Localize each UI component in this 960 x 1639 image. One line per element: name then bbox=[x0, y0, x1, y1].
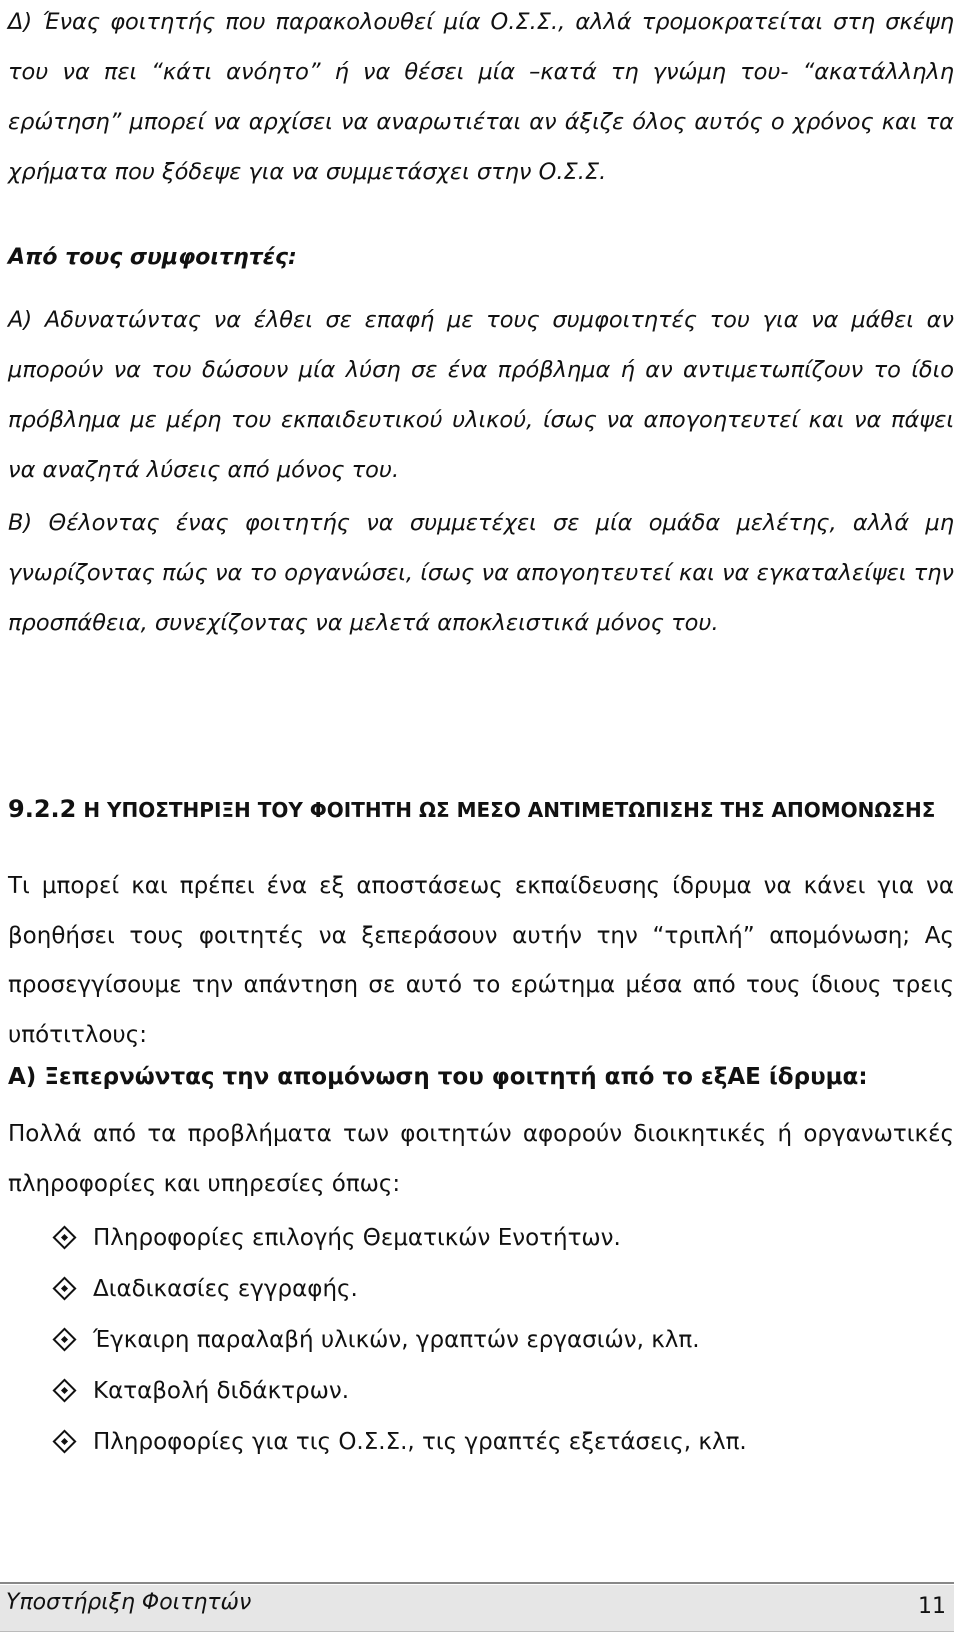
page-number: 11 bbox=[918, 1594, 946, 1619]
footer-title: Υποστήριξη Φοιτητών bbox=[6, 1590, 252, 1615]
list-item-text: Πληροφορίες για τις Ο.Σ.Σ., τις γραπτές εξετάσεις, κλπ. bbox=[93, 1428, 747, 1455]
list-item-text: Έγκαιρη παραλαβή υλικών, γραπτών εργασιών, κλπ. bbox=[93, 1326, 700, 1353]
paragraph-problems: Πολλά από τα προβλήματα των φοιτητών αφορούν διοικητικές ή οργανωτικές πληροφορίες και υπηρεσίες όπως: bbox=[8, 1121, 954, 1197]
list-item bbox=[52, 1212, 747, 1263]
paragraph-intro: Τι μπορεί και πρέπει ένα εξ αποστάσεως εκπαίδευσης ίδρυμα να κάνει για να βοηθήσει τους φοιτητές να ξεπεράσουν αυτήν την “τριπλή” απομόνωση; Ας προσεγγίσουμε την απάντηση σε αυτό το ερώτημα μέσα από τους ίδιους τρεις υπότιτλους: bbox=[8, 873, 954, 1048]
diamond-bullet-icon bbox=[52, 1327, 76, 1351]
heading-from-classmates: Από τους συμφοιτητές: bbox=[8, 245, 297, 270]
subheading-a: Α) Ξεπερνώντας την απομόνωση του φοιτητή από το εξΑΕ ίδρυμα: bbox=[8, 1064, 868, 1090]
list-item bbox=[52, 1314, 747, 1365]
section-number: 9.2.2 bbox=[8, 795, 77, 823]
list-item-text: Διαδικασίες εγγραφής. bbox=[93, 1275, 358, 1302]
bullet-list bbox=[52, 1212, 747, 1467]
list-item bbox=[52, 1416, 747, 1467]
diamond-bullet-icon bbox=[52, 1225, 76, 1249]
section-heading bbox=[8, 788, 954, 832]
page-footer bbox=[0, 1585, 954, 1632]
list-item-text: Πληροφορίες επιλογής Θεματικών Ενοτήτων. bbox=[93, 1224, 621, 1251]
paragraph-a: Α) Αδυνατώντας να έλθει σε επαφή με τους συμφοιτητές του για να μάθει αν μπορούν να του δώσουν μία λύση σε ένα πρόβλημα ή αν αντιμετωπίζουν το ίδιο πρόβλημα με μέρη του εκπαιδευτικού υλικού, ίσως να απογοητευτεί και να πάψει να αναζητά λύσεις από μόνος του. bbox=[8, 307, 954, 483]
list-item bbox=[52, 1263, 747, 1314]
footer-divider bbox=[0, 1582, 954, 1584]
diamond-bullet-icon bbox=[52, 1276, 76, 1300]
diamond-bullet-icon bbox=[52, 1378, 76, 1402]
section-title: Η ΥΠΟΣΤΗΡΙΞΗ ΤΟΥ ΦΟΙΤΗΤΗ ΩΣ ΜΕΣΟ ΑΝΤΙΜΕΤΩΠΙΣΗΣ ΤΗΣ ΑΠΟΜΟΝΩΣΗΣ bbox=[83, 798, 936, 822]
list-item bbox=[52, 1365, 747, 1416]
paragraph-delta: Δ) Ένας φοιτητής που παρακολουθεί μία Ο.Σ.Σ., αλλά τρομοκρατείται στη σκέψη του να πει “κάτι ανόητο” ή να θέσει μία –κατά τη γνώμη του- “ακατάλληλη ερώτηση” μπορεί να αρχίσει να αναρωτιέται αν άξιζε όλος αυτός ο χρόνος και τα χρήματα που ξόδεψε για να συμμετάσχει στην Ο.Σ.Σ. bbox=[8, 9, 954, 185]
diamond-bullet-icon bbox=[52, 1429, 76, 1453]
list-item-text: Καταβολή διδάκτρων. bbox=[93, 1377, 350, 1404]
paragraph-b: Β) Θέλοντας ένας φοιτητής να συμμετέχει σε μία ομάδα μελέτης, αλλά μη γνωρίζοντας πώς να το οργανώσει, ίσως να απογοητευτεί και να εγκαταλείψει την προσπάθεια, συνεχίζοντας να μελετά αποκλειστικά μόνος του. bbox=[8, 510, 954, 636]
